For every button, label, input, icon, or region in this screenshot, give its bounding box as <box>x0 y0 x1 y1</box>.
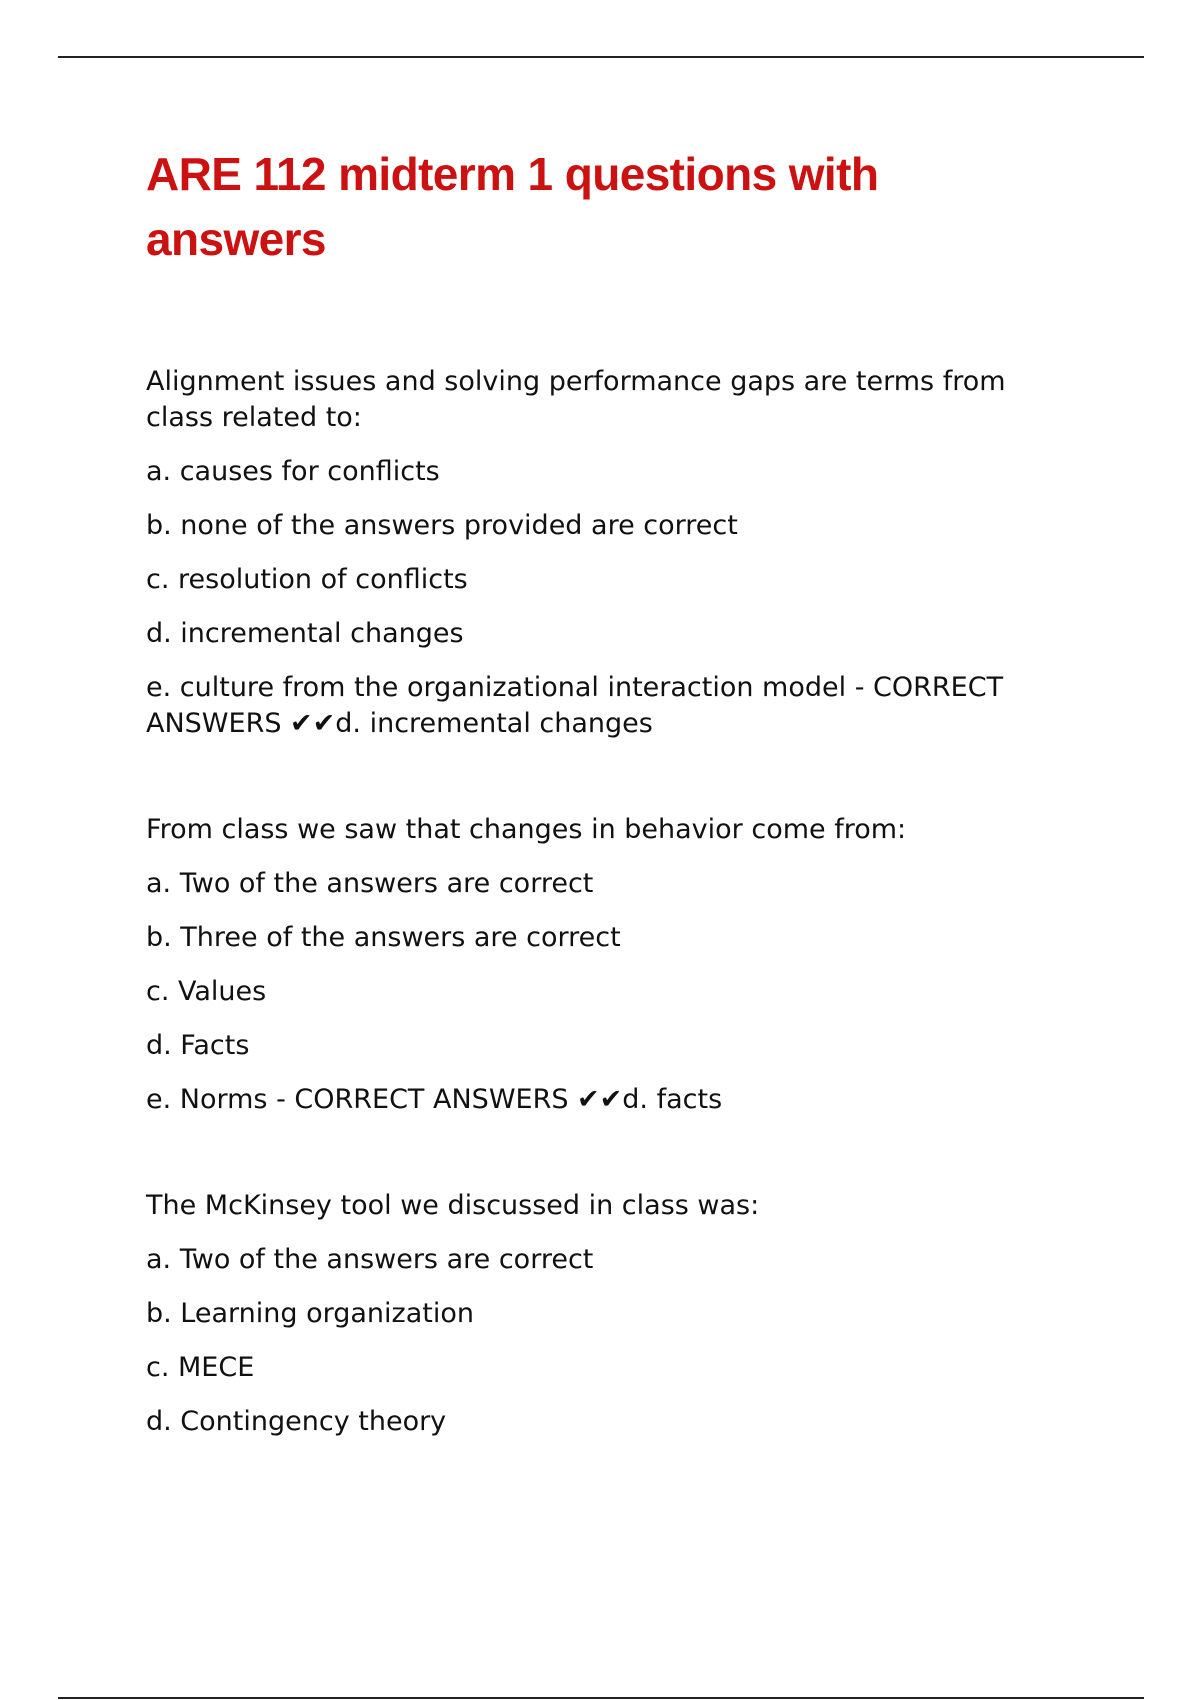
answer-option: a. Two of the answers are correct <box>146 868 594 899</box>
answer-option: c. Values <box>146 976 267 1007</box>
question-list <box>146 364 1066 1510</box>
document-title: ARE 112 midterm 1 questions with answers <box>146 148 879 265</box>
question-3 <box>146 1188 1066 1440</box>
question-2 <box>146 812 1066 1118</box>
answer-option: a. causes for conflicts <box>146 456 440 487</box>
question-text: From class we saw that changes in behavior come from: <box>146 814 907 845</box>
answer-options <box>146 454 1066 742</box>
question-text: Alignment issues and solving performance gaps are terms from class related to: <box>146 366 1006 433</box>
answer-option: b. none of the answers provided are correct <box>146 510 738 541</box>
answer-option: c. MECE <box>146 1352 255 1383</box>
answer-options <box>146 866 1066 1118</box>
answer-option-with-correct-answer: e. culture from the organizational interaction model - CORRECT ANSWERS ✔✔d. incremental changes <box>146 672 1004 739</box>
question-text: The McKinsey tool we discussed in class was: <box>146 1190 760 1221</box>
answer-option: d. Contingency theory <box>146 1406 447 1437</box>
answer-option: a. Two of the answers are correct <box>146 1244 594 1275</box>
answer-option: b. Three of the answers are correct <box>146 922 621 953</box>
answer-option: d. Facts <box>146 1030 250 1061</box>
answer-options <box>146 1242 1066 1440</box>
answer-option-with-correct-answer: e. Norms - CORRECT ANSWERS ✔✔d. facts <box>146 1084 723 1115</box>
answer-option: c. resolution of conflicts <box>146 564 468 595</box>
question-1 <box>146 364 1066 742</box>
answer-option: b. Learning organization <box>146 1298 474 1329</box>
answer-option: d. incremental changes <box>146 618 464 649</box>
bottom-rule <box>58 1697 1144 1699</box>
top-rule <box>58 56 1144 58</box>
